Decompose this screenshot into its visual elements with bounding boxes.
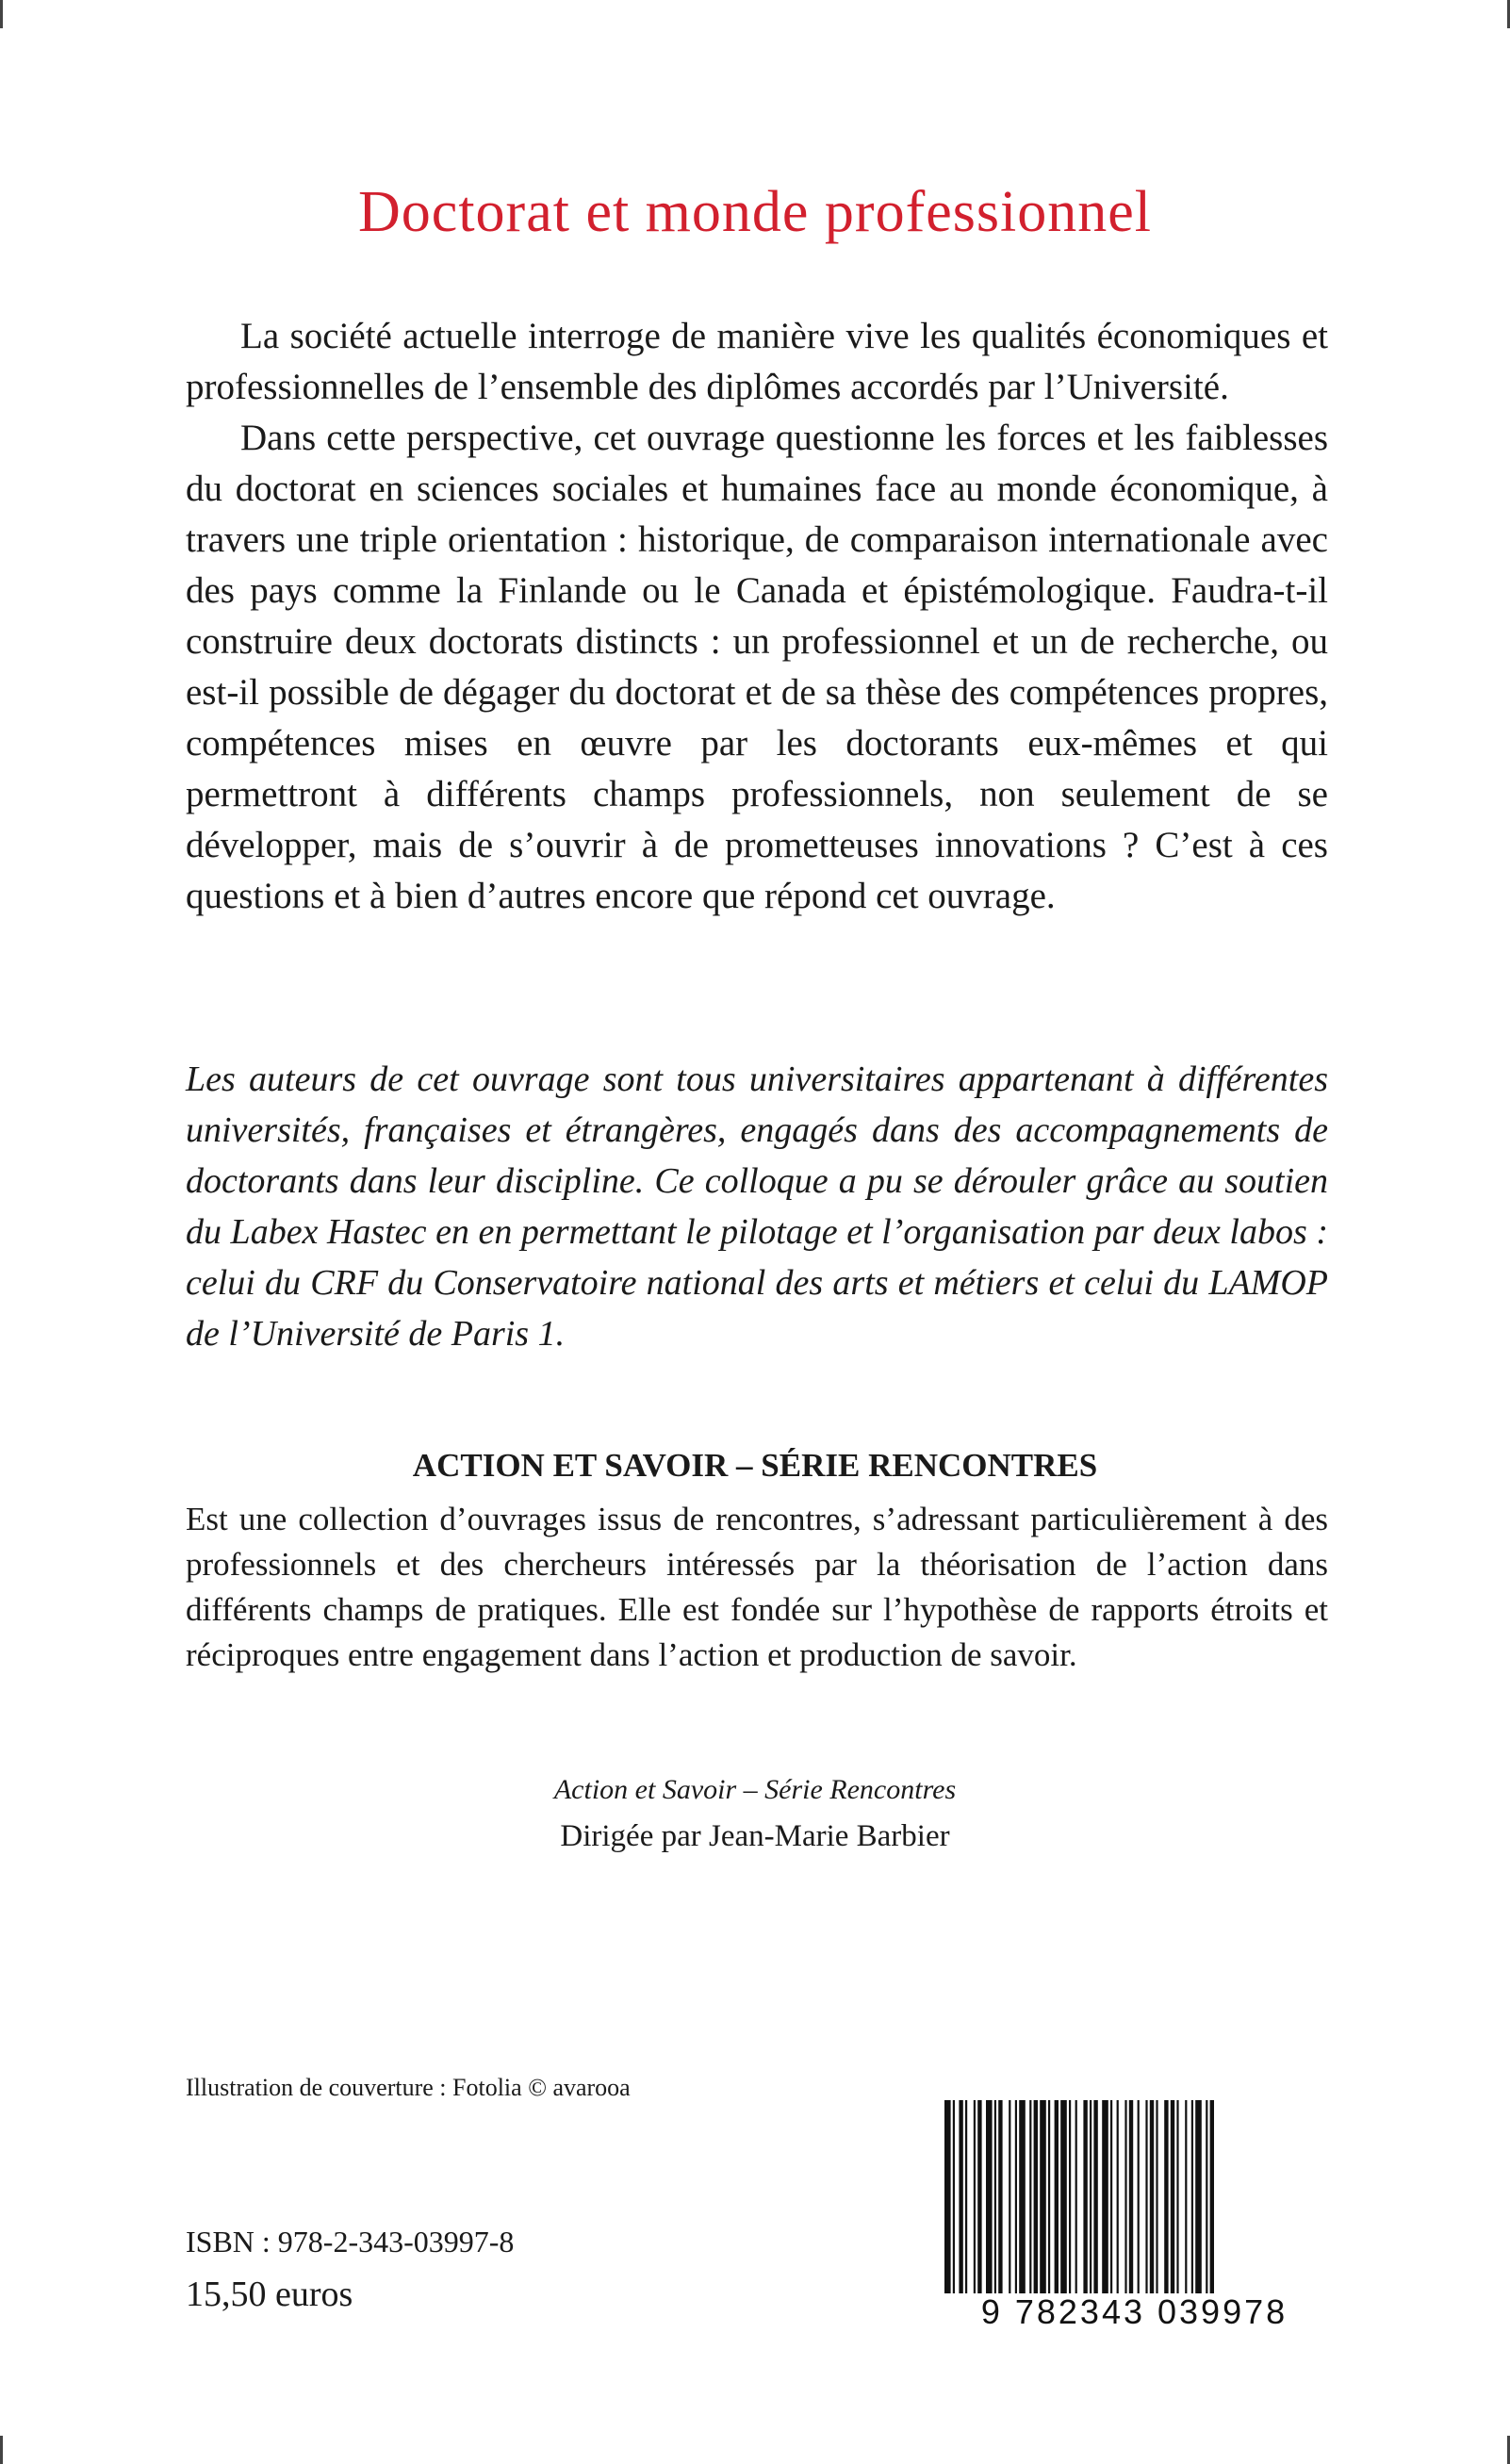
barcode-bar [1138, 2100, 1140, 2293]
barcode-bar [944, 2100, 951, 2293]
barcode-bar [1156, 2100, 1157, 2293]
barcode-bar [1093, 2100, 1097, 2293]
barcode-bar [1040, 2100, 1046, 2293]
barcode-bar [1069, 2100, 1071, 2293]
barcode-bar [1110, 2100, 1112, 2293]
collection-description: Est une collection d’ouvrages issus de rencontres, s’adressant particulièrement à des professionnels et des chercheurs intéressés par la théorisation de l’action dans différents champs de pratiques. Elle est fondée sur l’hypothèse de rapports étroits et réciproques entre engagement dans l’action et production de savoir. [186, 1501, 1328, 1673]
barcode-bar [1206, 2100, 1207, 2293]
book-summary [186, 311, 1328, 922]
barcode-bar [1124, 2100, 1126, 2293]
book-title: Doctorat et monde professionnel [358, 180, 1152, 244]
crop-mark-top-left [0, 0, 3, 28]
barcode-bar [1009, 2100, 1010, 2293]
barcode-bar [1019, 2100, 1026, 2293]
barcode-bar [1102, 2100, 1108, 2293]
barcode-bar [1029, 2100, 1031, 2293]
barcode-bar [1055, 2100, 1059, 2293]
barcode-bar [1075, 2100, 1077, 2293]
barcode-bar [1176, 2100, 1178, 2293]
barcode-bar [998, 2100, 1002, 2293]
barcode-bar [1090, 2100, 1091, 2293]
barcode-bar [1164, 2100, 1168, 2293]
barcode-bar [994, 2100, 996, 2293]
authors-note: Les auteurs de cet ouvrage sont tous universitaires appartenant à différentes universités, françaises et étrangères, engagés dans des accompagnements de doctorants dans leur discipline. Ce colloque a pu se dérouler grâce au soutien du Labex Hastec en en permettant le pilotage et l’organisation par deux labos : celui du CRF du Conservatoire national des arts et métiers et celui du LAMOP de l’Université de Paris 1. [186, 1060, 1328, 1354]
barcode-bar [1171, 2100, 1174, 2293]
barcode-bar [1117, 2100, 1119, 2293]
barcode-digits: 9 782343 039978 [943, 2293, 1326, 2331]
illustration-credit: Illustration de couverture : Fotolia © avarooa [186, 2074, 631, 2101]
series-director: Dirigée par Jean-Marie Barbier [560, 1819, 950, 1853]
barcode [943, 2100, 1326, 2331]
barcode-bars [943, 2100, 1326, 2293]
barcode-bar [1060, 2100, 1067, 2293]
crop-mark-bottom-left [0, 2436, 3, 2464]
barcode-bar [953, 2100, 955, 2293]
barcode-bar [1034, 2100, 1038, 2293]
barcode-bar [1195, 2100, 1202, 2293]
collection-heading: ACTION ET SAVOIR – SÉRIE RENCONTRES [412, 1447, 1098, 1484]
barcode-bar [1210, 2100, 1214, 2293]
barcode-bar [965, 2100, 967, 2293]
barcode-bar [959, 2100, 962, 2293]
barcode-bar [977, 2100, 981, 2293]
summary-paragraph-2: Dans cette perspective, cet ouvrage questionne les forces et les faiblesses du doctorat en sciences sociales et humaines face au monde économique, à travers une triple orientation : historique, de comparaison internationale avec des pays comme la Finlande ou le Canada et épistémologique. Faudra-t-il construire deux doctorats distincts : un professionnel et un de recherche, ou est-il possible de dégager du doctorat et de sa thèse des compétences propres, compétences mises en œuvre par les doctorants eux-mêmes et qui permettront à différents champs professionnels, non seulement de se développer, mais de s’ouvrir à de prometteuses innovations ? C’est à ces questions et à bien d’autres encore que répond cet ouvrage. [186, 418, 1328, 916]
barcode-bar [974, 2100, 976, 2293]
series-name: Action et Savoir – Série Rencontres [553, 1774, 957, 1805]
barcode-bar [986, 2100, 993, 2293]
barcode-bar [1129, 2100, 1133, 2293]
barcode-bar [1185, 2100, 1187, 2293]
barcode-bar [1015, 2100, 1017, 2293]
barcode-bar [1145, 2100, 1147, 2293]
isbn: ISBN : 978-2-343-03997-8 [186, 2225, 515, 2259]
barcode-bar [1083, 2100, 1087, 2293]
summary-paragraph-1: La société actuelle interroge de manière vive les qualités économiques et professionnelles de l’ensemble des diplômes accordés par l’Université. [186, 316, 1328, 407]
barcode-bar [1191, 2100, 1193, 2293]
barcode-bar [1150, 2100, 1154, 2293]
price: 15,50 euros [186, 2275, 353, 2314]
barcode-bar [1048, 2100, 1050, 2293]
